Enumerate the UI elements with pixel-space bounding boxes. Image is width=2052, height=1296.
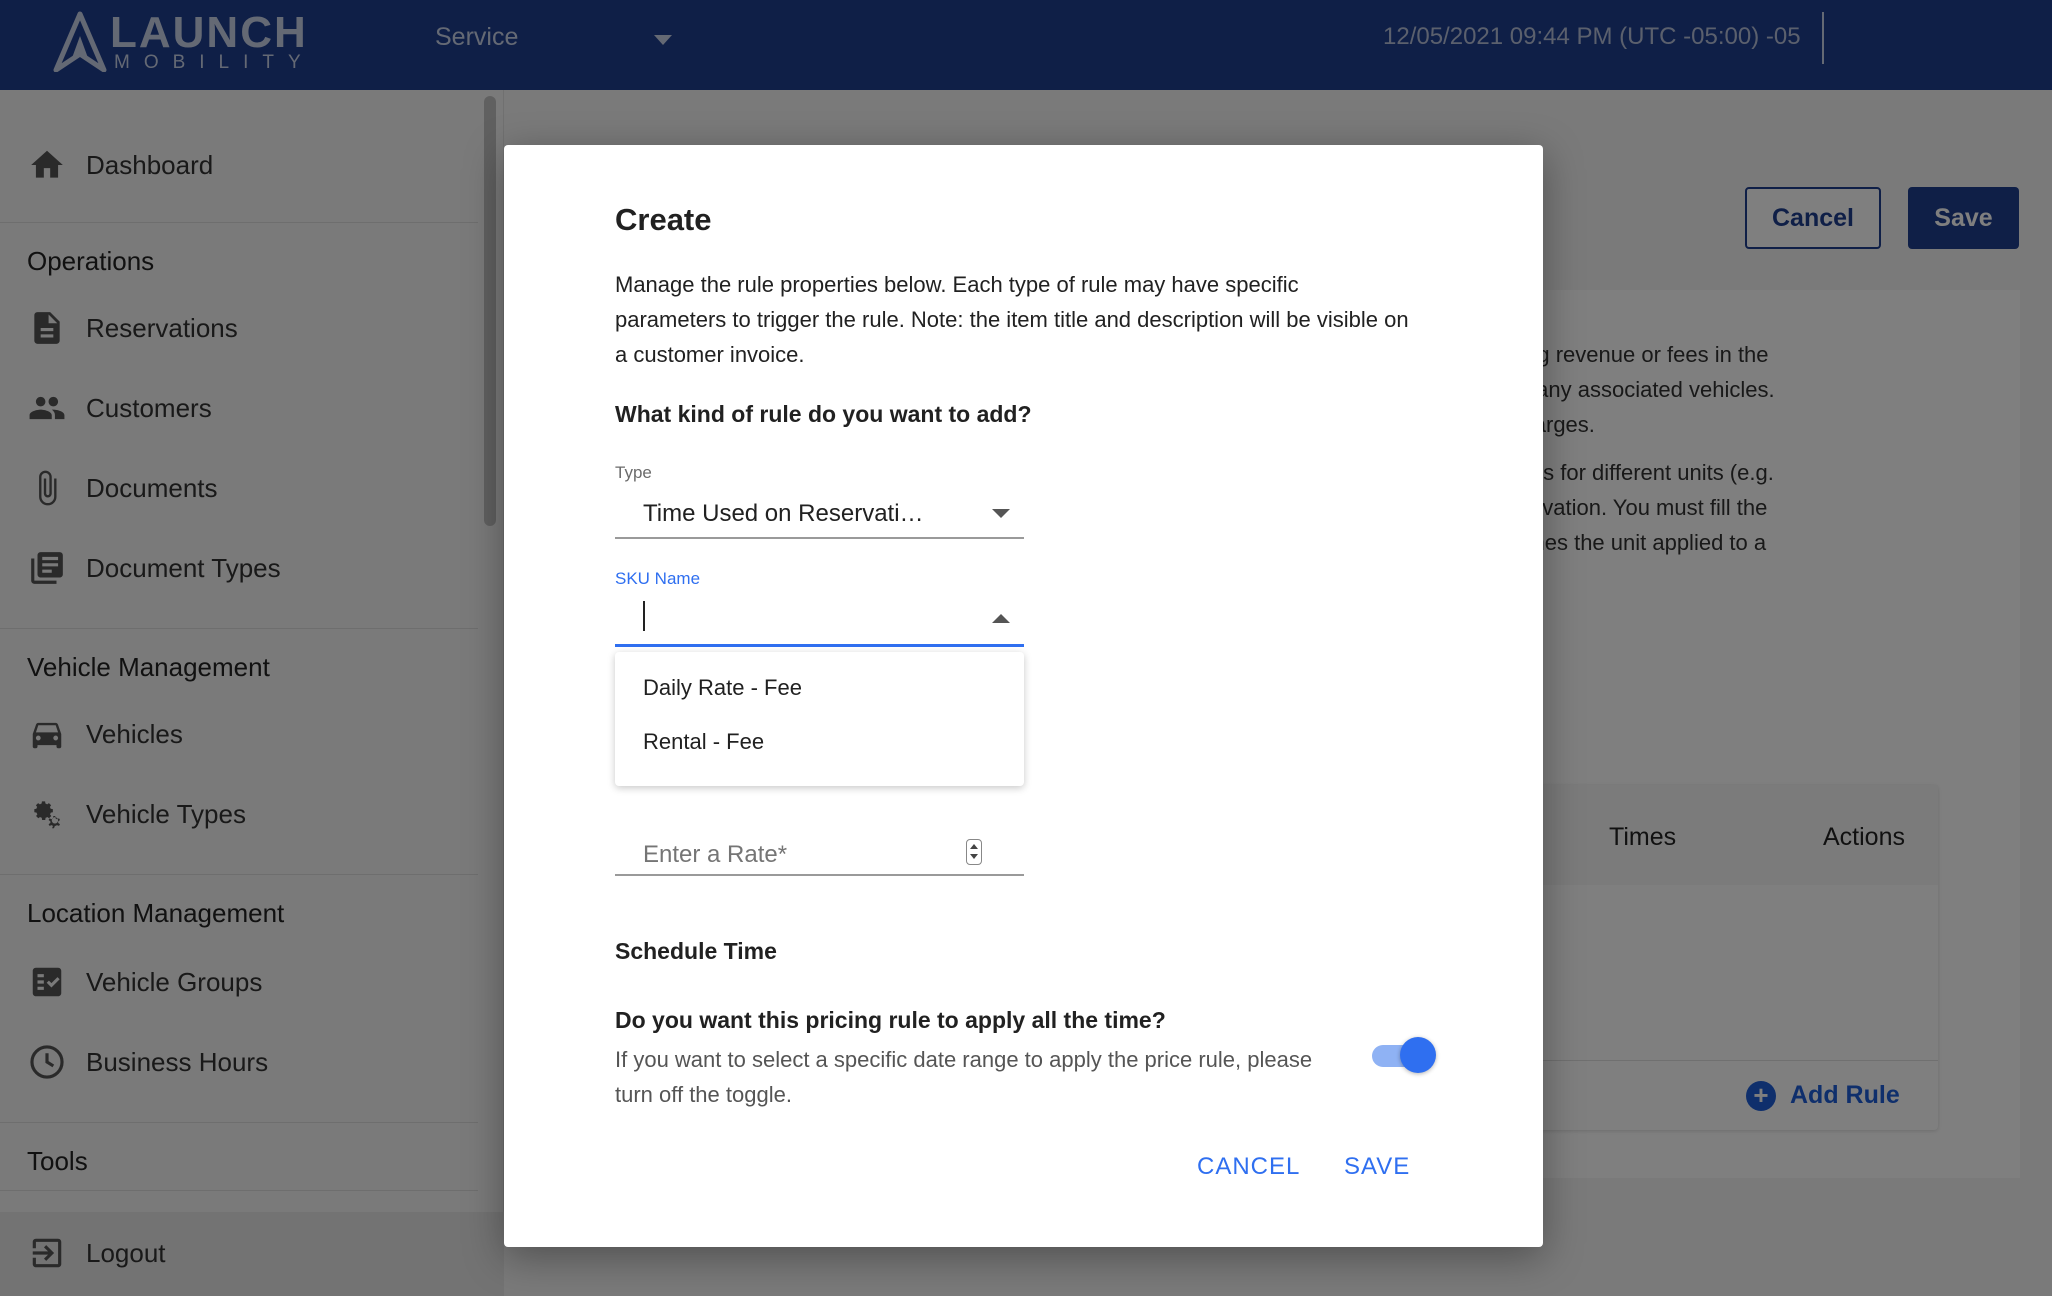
text-cursor xyxy=(643,601,645,631)
number-stepper-icon[interactable] xyxy=(966,839,982,865)
sku-name-underline xyxy=(615,644,1024,647)
rule-kind-question: What kind of rule do you want to add? xyxy=(615,401,1032,427)
rate-input[interactable] xyxy=(615,835,1024,877)
rate-input-underline xyxy=(615,874,1024,876)
dialog-save-button[interactable]: SAVE xyxy=(1344,1153,1411,1180)
chevron-down-icon xyxy=(992,509,1010,518)
sku-name-autocomplete[interactable] xyxy=(615,569,1024,651)
sku-option[interactable] xyxy=(615,716,1024,768)
sku-option[interactable] xyxy=(615,662,1024,714)
type-select[interactable] xyxy=(615,463,1024,541)
apply-all-time-question: Do you want this pricing rule to apply all the time? xyxy=(615,1007,1166,1033)
create-rule-dialog xyxy=(504,145,1543,1247)
dialog-description: Manage the rule properties below. Each type of rule may have specific parameters to trigger the rule. Note: the item title and description will be visible on a customer invoice. xyxy=(615,272,1409,367)
chevron-up-icon[interactable] xyxy=(992,614,1010,623)
type-select-label: Type xyxy=(615,463,652,482)
type-select-underline xyxy=(615,537,1024,539)
dialog-title: Create xyxy=(615,202,712,237)
apply-all-time-toggle[interactable] xyxy=(1370,1035,1438,1075)
dialog-cancel-button[interactable]: CANCEL xyxy=(1197,1153,1301,1180)
sku-option-label: Rental - Fee xyxy=(643,729,765,754)
sku-name-label: SKU Name xyxy=(615,569,701,588)
sku-options-menu xyxy=(615,652,1024,786)
sku-option-label: Daily Rate - Fee xyxy=(643,675,802,700)
apply-all-time-help: If you want to select a specific date range to apply the price rule, please turn off the toggle. xyxy=(615,1047,1313,1107)
toggle-thumb xyxy=(1400,1037,1436,1073)
schedule-time-title: Schedule Time xyxy=(615,938,777,964)
rate-input-placeholder: Enter a Rate* xyxy=(643,841,788,868)
type-select-value: Time Used on Reservati… xyxy=(643,500,924,527)
